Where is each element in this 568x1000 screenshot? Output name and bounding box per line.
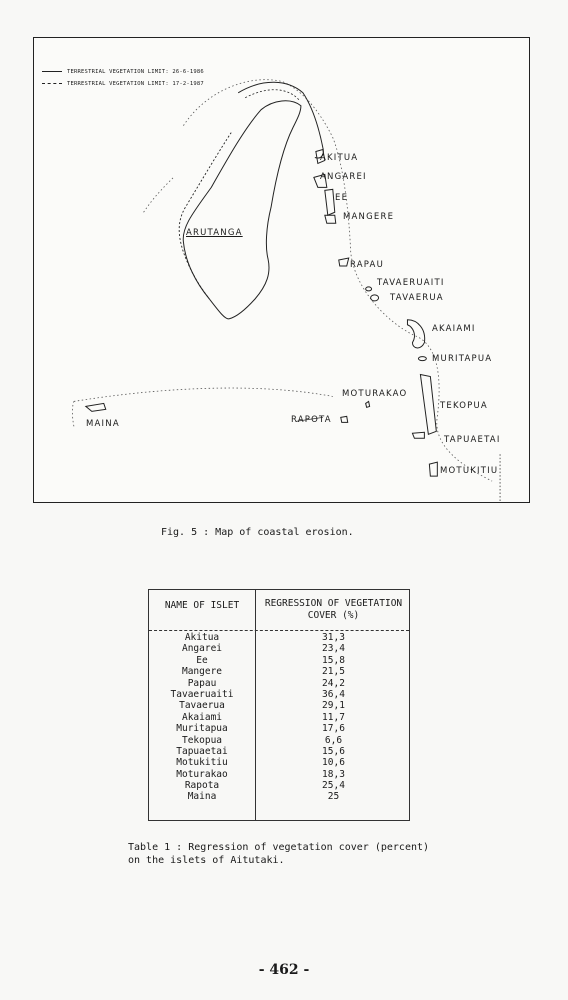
regression-value-cell: 29,1 (322, 700, 345, 712)
islet-name-cell: Angarei (181, 643, 223, 655)
regression-value-cell: 10,6 (322, 757, 345, 769)
label-muritapua: MURITAPUA (432, 354, 493, 364)
regression-value-cell: 25,4 (322, 780, 345, 792)
legend-entry-1987: TERRESTRIAL VEGETATION LIMIT: 17-2-1987 (42, 81, 204, 87)
regression-value-cell: 25 (327, 791, 340, 803)
label-motukitiu: MOTUKITIU (440, 466, 499, 476)
islet-mangere-shape (325, 215, 336, 223)
islet-name-cell: Muritapua (176, 723, 228, 735)
regression-value-cell: 17,6 (322, 723, 345, 735)
table-row (149, 712, 409, 723)
islet-name-cell: Tekopua (181, 734, 223, 746)
islet-motukitiu-shape (429, 462, 437, 476)
regression-value-cell: 24,2 (322, 677, 345, 689)
main-island-1987 (179, 133, 231, 299)
table-row (149, 723, 409, 734)
islet-name-cell: Ee (196, 654, 208, 666)
table-row (149, 780, 409, 791)
islet-name-cell: Motukitiu (176, 757, 228, 769)
table-header (149, 590, 409, 631)
map-drawing (34, 38, 529, 502)
regression-value-cell: 15,6 (322, 745, 345, 757)
islet-name-cell: Papau (187, 677, 217, 689)
islet-maina-shape (86, 403, 106, 411)
regression-value-cell: 23,4 (322, 643, 345, 655)
label-rapota: RAPOTA (291, 415, 332, 425)
table-row (149, 655, 409, 666)
label-maina: MAINA (86, 419, 120, 429)
label-tapuaetai: TAPUAETAI (444, 435, 501, 445)
coastal-erosion-map (33, 37, 530, 503)
label-mangere: MANGERE (343, 212, 395, 222)
islet-name-cell: Tavaeruaiti (170, 688, 234, 700)
figure-caption: Fig. 5 : Map of coastal erosion. (161, 527, 354, 538)
regression-value-cell: 31,3 (322, 632, 345, 643)
islet-name-cell: Tapuaetai (176, 745, 228, 757)
islet-name-cell: Mangere (181, 666, 223, 678)
label-arutanga: ARUTANGA (186, 228, 243, 238)
label-tekopua: TEKOPUA (440, 401, 488, 411)
table-row (149, 700, 409, 711)
islet-tekopua-shape (420, 375, 436, 435)
label-ee: EE (335, 193, 349, 203)
solid-line-icon (42, 71, 62, 72)
page-number: - 462 - (258, 962, 310, 978)
legend-entry-1986: TERRESTRIAL VEGETATION LIMIT: 26-6-1986 (42, 69, 204, 75)
main-island-1986 (183, 101, 301, 319)
islet-name-cell: Moturakao (176, 768, 228, 780)
islet-name-cell: Akitua (184, 632, 220, 643)
table-row (149, 769, 409, 780)
islet-name-cell: Akaiami (181, 711, 223, 723)
table-row (149, 666, 409, 677)
regression-value-cell: 21,5 (322, 666, 345, 678)
islet-rapau-shape (339, 258, 349, 266)
islet-muritapua-shape (418, 357, 426, 361)
label-akitua: AKITUA (320, 153, 359, 163)
islet-name-cell: Rapota (184, 780, 220, 792)
table-row (149, 678, 409, 689)
label-tavaeruaiti: TAVAERUAITI (377, 278, 445, 288)
regression-value-cell: 36,4 (322, 688, 345, 700)
dashed-line-icon (42, 83, 62, 84)
label-angarei: ANGAREI (320, 172, 367, 182)
table-caption-line2: on the islets of Aitutaki. (128, 855, 285, 866)
regression-value-cell: 6,6 (324, 734, 343, 746)
label-rapau: RAPAU (350, 260, 384, 270)
label-akaiami: AKAIAMI (432, 324, 476, 334)
regression-value-cell: 11,7 (322, 711, 345, 723)
islet-tapuaetai-shape (412, 432, 424, 438)
label-tavaerua: TAVAERUA (390, 293, 444, 303)
header-value-line1: REGRESSION OF VEGETATION (264, 598, 403, 609)
table-row (149, 757, 409, 768)
table-row (149, 643, 409, 654)
table-row (149, 689, 409, 700)
table-row (149, 735, 409, 746)
label-moturakao: MOTURAKAO (342, 389, 408, 399)
table-body (149, 632, 409, 803)
table-row (149, 632, 409, 643)
table-caption-line1: Table 1 : Regression of vegetation cover (percent) (128, 842, 430, 853)
islet-tavaerua-shape (371, 295, 379, 301)
regression-value-cell: 15,8 (322, 654, 345, 666)
regression-value-cell: 18,3 (322, 768, 345, 780)
northern-arc (238, 82, 323, 158)
islet-rapota-shape (341, 416, 348, 422)
regression-table (148, 589, 410, 821)
islet-ee-shape (325, 189, 335, 215)
islet-tavaeruaiti-shape (366, 287, 372, 291)
islet-moturakao-shape (366, 401, 370, 407)
table-row (149, 791, 409, 802)
islet-name-cell: Tavaerua (179, 700, 225, 712)
table-row (149, 746, 409, 757)
islet-name-cell: Maina (187, 791, 217, 803)
islet-akaiami-shape (407, 320, 424, 348)
header-name: NAME OF ISLET (164, 600, 240, 611)
header-value-line2: COVER (%) (307, 610, 360, 621)
